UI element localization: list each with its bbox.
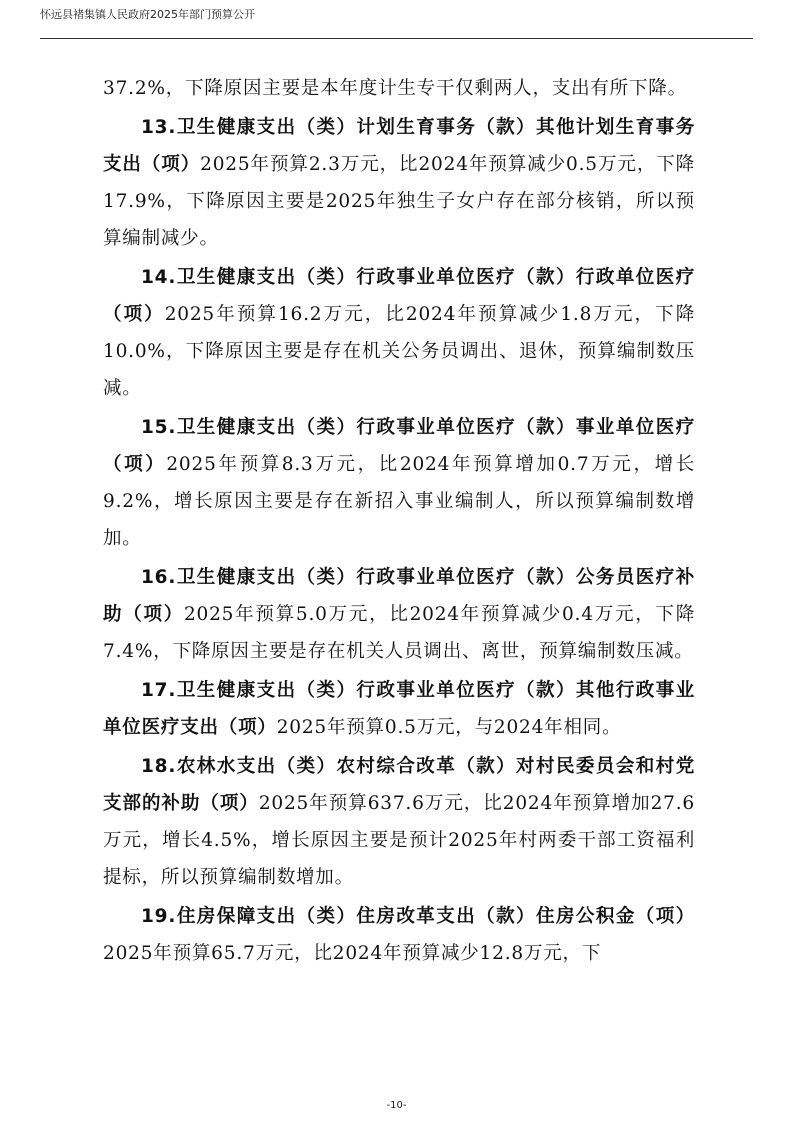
item-text: 2025年预算5.0万元，比2024年预算减少0.4万元，下降7.4%，下降原因主要是存在机关人员调出、离世，预算编制数压减。 [103,604,695,662]
paragraph-continuation [103,70,695,107]
item-text: 2025年预算637.6万元，比2024年预算增加27.6万元，增长4.5%，增长原因主要是预计2025年村两委干部工资福利提标，所以预算编制数增加。 [103,793,695,888]
paragraph-item-17 [103,672,695,746]
item-heading: 19.住房保障支出（类）住房改革支出（款）住房公积金（项） [141,906,695,927]
item-text: 2025年预算0.5万元，与2024年相同。 [276,717,622,738]
paragraph-text: 37.2%，下降原因主要是本年度计生专干仅剩两人，支出有所下降。 [103,78,687,99]
item-text: 2025年预算16.2万元，比2024年预算减少1.8万元，下降10.0%，下降原因主要是存在机关公务员调出、退休，预算编制数压减。 [103,304,695,399]
item-heading: 13.卫生健康支出（类）计划生育事务（款）其他计划生育事务支出（项） [103,117,695,175]
item-text: 2025年预算65.7万元，比2024年预算减少12.8万元，下 [103,943,602,964]
item-heading: 17.卫生健康支出（类）行政事业单位医疗（款）其他行政事业单位医疗支出（项） [103,680,695,738]
paragraph-item-15 [103,409,695,557]
item-text: 2025年预算2.3万元，比2024年预算减少0.5万元，下降17.9%，下降原因主要是2025年独生子女户存在部分核销，所以预算编制减少。 [103,154,695,249]
item-heading: 14.卫生健康支出（类）行政事业单位医疗（款）行政单位医疗（项） [103,267,695,325]
paragraph-item-16 [103,559,695,670]
paragraph-item-13 [103,109,695,257]
page-number: -10- [386,1100,407,1111]
item-heading: 16.卫生健康支出（类）行政事业单位医疗（款）公务员医疗补助（项） [103,567,695,625]
item-heading: 18.农林水支出（类）农村综合改革（款）对村民委员会和村党支部的补助（项） [103,756,695,814]
document-header: 怀远县褚集镇人民政府2025年部门预算公开 [40,8,255,21]
header-divider [40,38,753,39]
body-text [103,70,695,974]
item-heading: 15.卫生健康支出（类）行政事业单位医疗（款）事业单位医疗（项） [103,417,695,475]
item-text: 2025年预算8.3万元，比2024年预算增加0.7万元，增长9.2%，增长原因主要是存在新招入事业编制人，所以预算编制数增加。 [103,454,695,549]
paragraph-item-18 [103,748,695,896]
paragraph-item-19 [103,898,695,972]
paragraph-item-14 [103,259,695,407]
